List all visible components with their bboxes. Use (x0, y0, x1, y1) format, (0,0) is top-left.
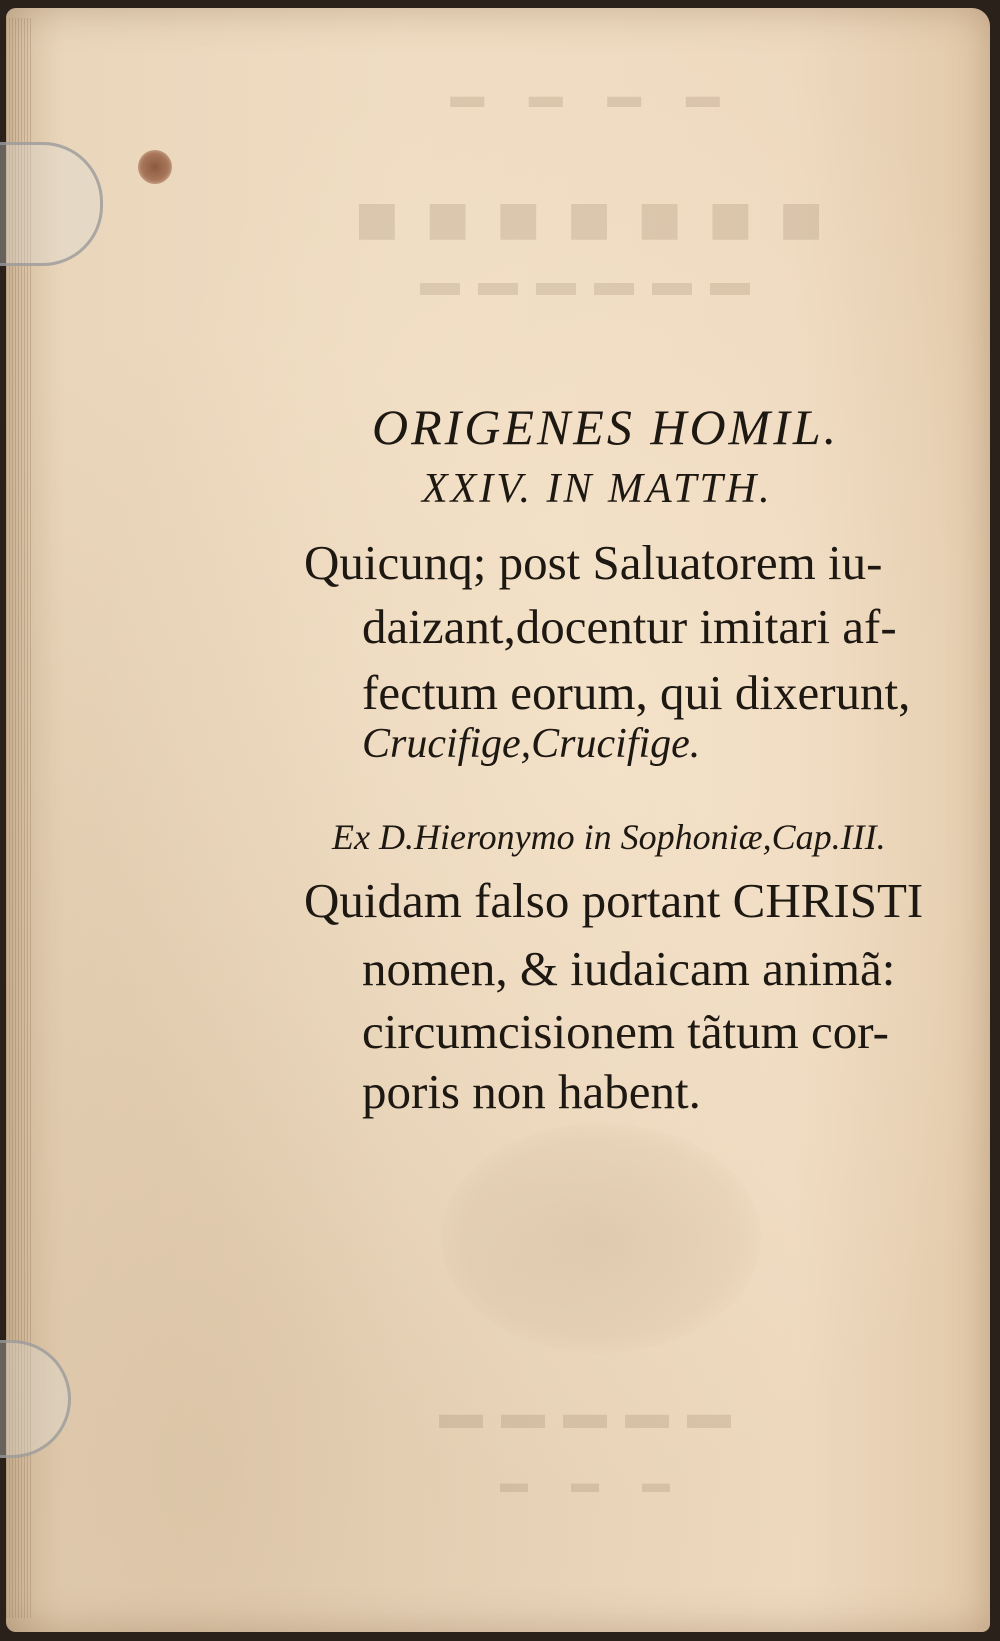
bleed-through-text: ■■■■■■■ (328, 179, 824, 261)
passage-1-line-2: daizant,docentur imitari af- (362, 599, 897, 654)
passage-2-line-4: poris non habent. (362, 1064, 701, 1119)
bleed-through-seal (441, 1123, 761, 1353)
passage-2-line-1: Quidam falso portant CHRISTI (304, 873, 924, 928)
ink-stain (138, 150, 172, 184)
bleed-through-text: ▬▬▬▬▬ (421, 1389, 731, 1438)
passage-1-line-1: Quicunq; post Saluatorem iu- (304, 535, 883, 590)
bleed-through-text: ▬ ▬ ▬ ▬ (432, 78, 720, 115)
passage-2-line-2: nomen, & iudaicam animã: (362, 941, 896, 996)
heading-line-2: XXIV. IN MATTH. (422, 466, 773, 512)
book-page (6, 8, 990, 1632)
passage-1-line-3: fectum eorum, qui dixerunt, (362, 665, 911, 720)
heading-line-1: ORIGENES HOMIL. (372, 399, 840, 455)
bleed-through-text: ▬▬▬▬▬▬ (402, 259, 750, 304)
passage-2-line-3: circumcisionem tãtum cor- (362, 1004, 889, 1059)
passage-1-line-4: Crucifige,Crucifige. (362, 721, 701, 767)
source-citation: Ex D.Hieronymo in Sophoniæ,Cap.III. (332, 817, 886, 857)
bleed-through-text: ▬ ▬ ▬ (482, 1468, 670, 1499)
